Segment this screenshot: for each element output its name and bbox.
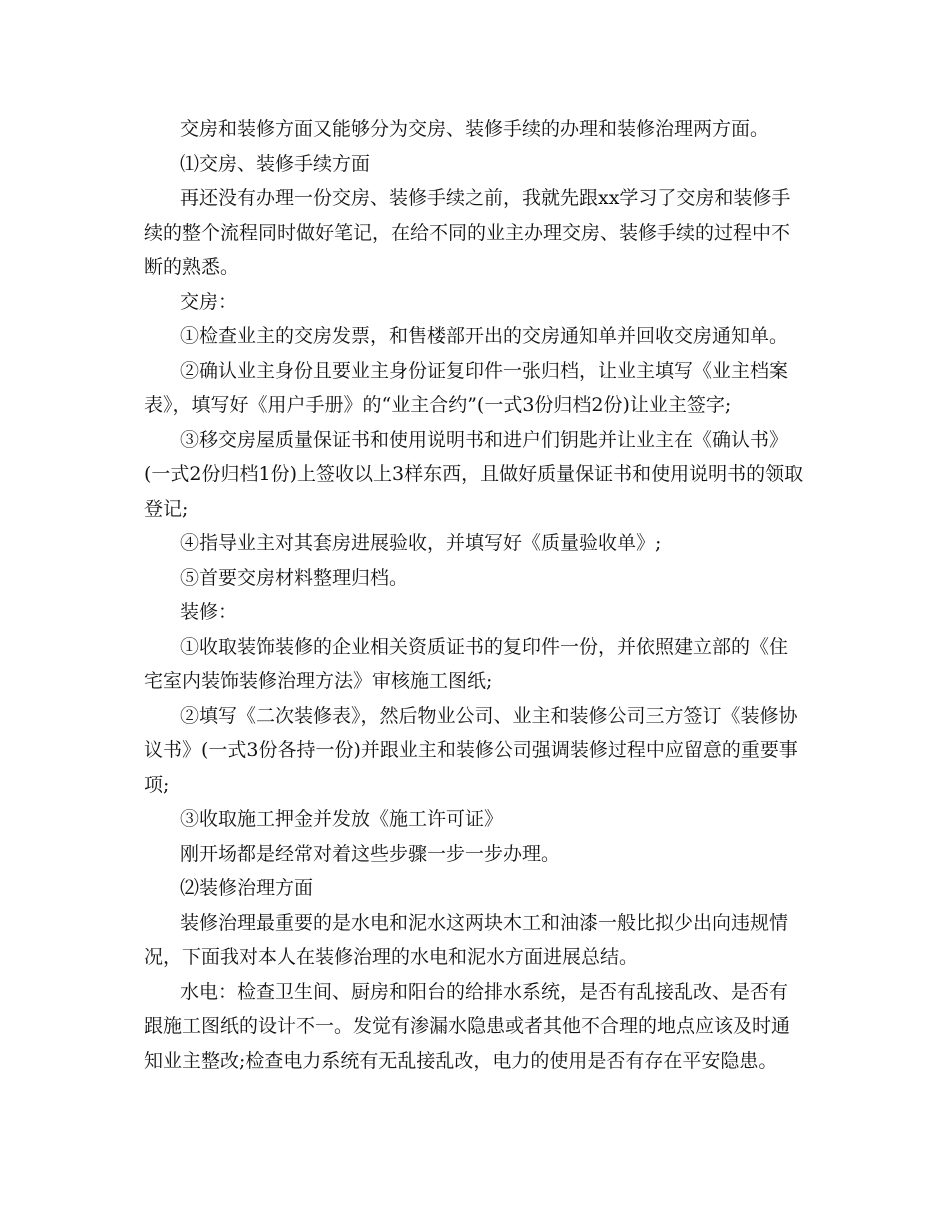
paragraph: 再还没有办理一份交房、装修手续之前，我就先跟xx学习了交房和装修手续的整个流程同时做好笔记，在给不同的业主办理交房、装修手续的过程中不断的熟悉。	[144, 187, 791, 278]
list-item: ①检查业主的交房发票，和售楼部开出的交房通知单并回收交房通知单。	[180, 325, 789, 347]
list-item: ①收取装饰装修的企业相关资质证书的复印件一份，并依照建立部的《住宅室内装饰装修治理方法》审核施工图纸;	[144, 635, 789, 692]
list-item: ②确认业主身份且要业主身份证复印件一张归档，让业主填写《业主档案表》，填写好《用户手册》的“业主合约”(一式3份归档2份)让业主签字;	[144, 359, 789, 416]
list-item: ③收取施工押金并发放《施工许可证》	[180, 808, 504, 830]
section-heading: ⑵装修治理方面	[180, 877, 314, 899]
list-item: ⑤首要交房材料整理归档。	[180, 566, 409, 589]
document-body	[144, 112, 806, 1078]
subsection-label: 装修：	[180, 601, 238, 623]
list-item: ④指导业主对其套房进展验收，并填写好《质量验收单》;	[180, 532, 662, 554]
paragraph: 装修治理最重要的是水电和泥水这两块木工和油漆一般比拟少出向违规情况，下面我对本人在装修治理的水电和泥水方面进展总结。	[144, 911, 789, 968]
list-item: ②填写《二次装修表》，然后物业公司、业主和装修公司三方签订《装修协议书》(一式3份各持一份)并跟业主和装修公司强调装修过程中应留意的重要事项;	[144, 704, 798, 796]
paragraph: 刚开场都是经常对着这些步骤一步一步办理。	[180, 842, 561, 865]
paragraph: 水电：检查卫生间、厨房和阳台的给排水系统，是否有乱接乱改、是否有跟施工图纸的设计不一。发觉有渗漏水隐患或者其他不合理的地点应该及时通知业主整改;检查电力系统有无乱接乱改，电力的使用是否有存在平安隐患。	[144, 980, 791, 1072]
list-item: ③移交房屋质量保证书和使用说明书和进户们钥匙并让业主在《确认书》(一式2份归档1份)上签收以上3样东西，且做好质量保证书和使用说明书的领取登记;	[144, 428, 804, 520]
subsection-label: 交房：	[180, 290, 238, 313]
section-heading: ⑴交房、装修手续方面	[180, 152, 371, 175]
paragraph: 交房和装修方面又能够分为交房、装修手续的办理和装修治理两方面。	[180, 118, 770, 140]
